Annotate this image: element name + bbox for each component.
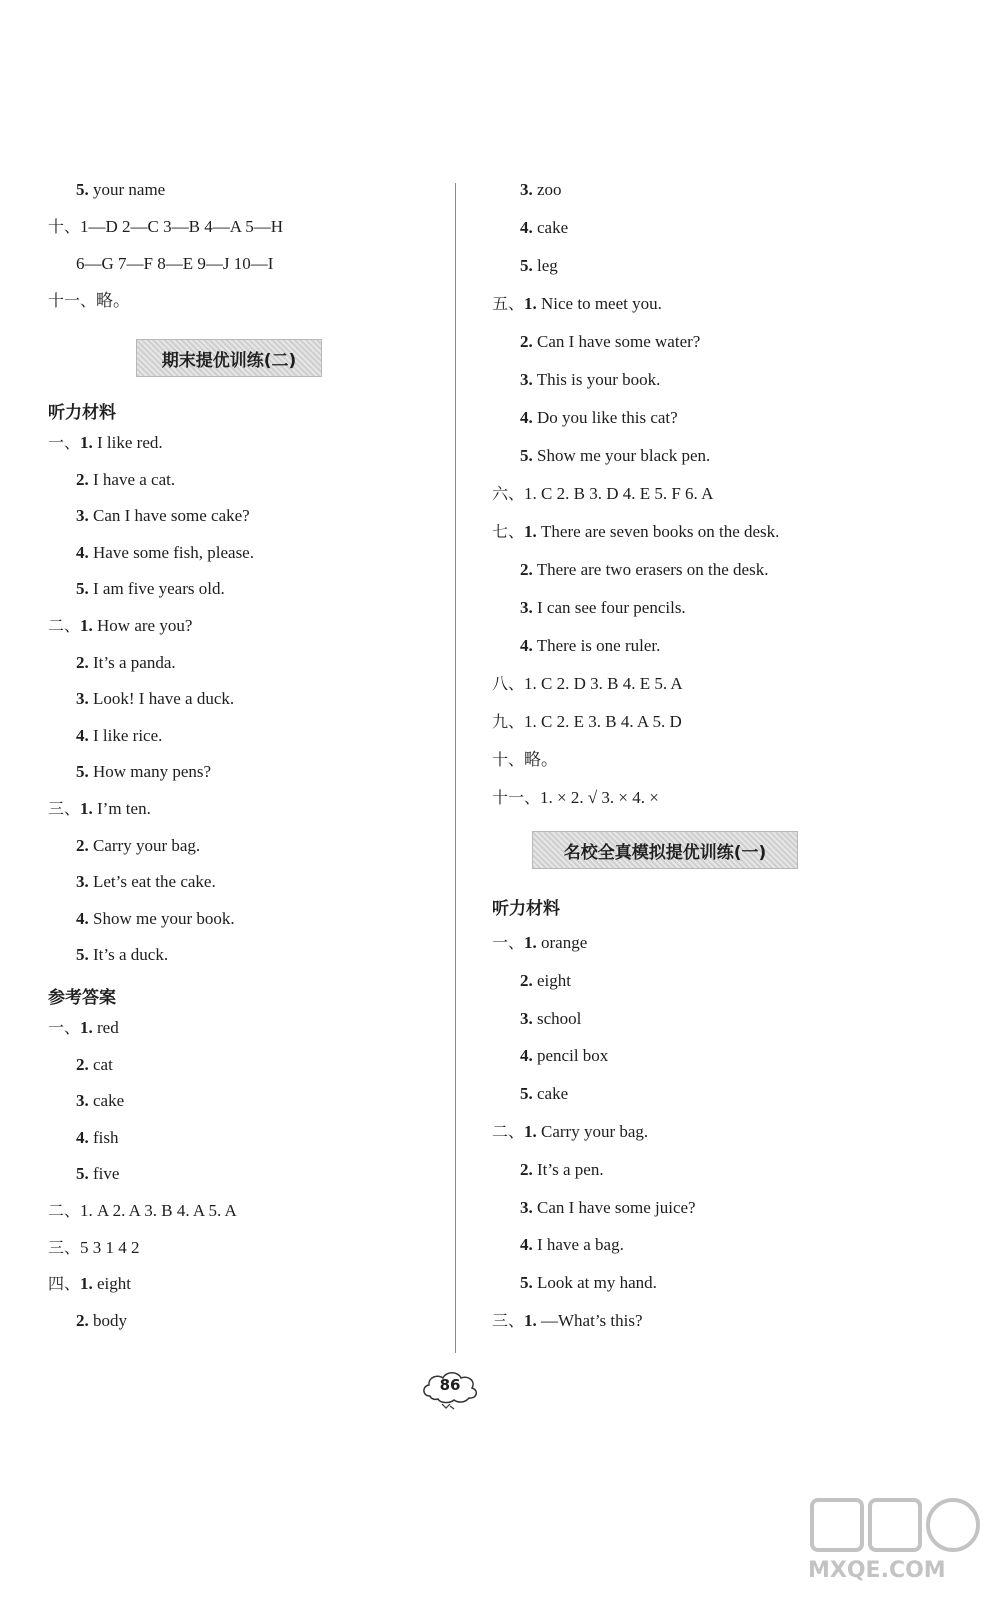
item-number: 5. (520, 1273, 533, 1293)
item-text: 6—G 7—F 8—E 9—J 10—I (76, 254, 274, 273)
item-number: 4. (76, 1127, 89, 1147)
section-marker: 八、 (492, 674, 525, 693)
answer-line (492, 1159, 604, 1181)
page-number: 86 (439, 1376, 461, 1394)
item-text: I have a cat. (88, 469, 176, 489)
item-text: Show me your black pen. (532, 446, 711, 465)
item-number: 1. (80, 1274, 93, 1294)
item-number: 2. (76, 469, 89, 489)
answer-line (48, 944, 168, 966)
section-marker: 一、 (48, 1018, 81, 1037)
item-number: 4. (520, 408, 533, 427)
item-text: 1. × 2. √ 3. × 4. × (540, 788, 659, 807)
item-number: 5. (76, 945, 89, 965)
item-text: Can I have some water? (532, 332, 701, 351)
answer-line (48, 432, 163, 454)
item-number: 4. (76, 908, 89, 928)
item-number: 2. (520, 560, 533, 579)
item-number: 2. (520, 332, 533, 351)
section-marker: 五、 (492, 294, 525, 313)
item-number: 1. (80, 616, 93, 635)
item-number: 3. (76, 689, 89, 709)
answer-line (492, 369, 660, 391)
section-heading: 听力材料 (48, 403, 116, 423)
answer-line (48, 290, 130, 312)
item-text: Show me your book. (88, 908, 235, 928)
item-text: There are two erasers on the desk. (532, 560, 769, 579)
item-text: orange (536, 933, 588, 952)
answer-line (492, 1272, 657, 1294)
item-number: 4. (76, 725, 89, 745)
item-number: 1. (80, 799, 93, 818)
answer-line (492, 597, 686, 619)
item-text: body (88, 1310, 127, 1330)
item-number: 1. (524, 1311, 537, 1330)
answer-line (492, 635, 660, 657)
item-number: 2. (520, 970, 533, 990)
answer-line (48, 1054, 113, 1076)
answer-line (492, 559, 768, 581)
item-number: 3. (76, 1091, 89, 1111)
answer-line (48, 216, 283, 238)
section-marker: 二、 (492, 1122, 525, 1141)
section-marker: 二、 (48, 616, 81, 635)
item-text: I can see four pencils. (532, 598, 686, 617)
item-number: 5. (76, 762, 89, 782)
section-heading: 听力材料 (492, 899, 560, 919)
item-text: 1. C 2. D 3. B 4. E 5. A (524, 674, 683, 693)
answer-line (492, 445, 710, 467)
item-number: 3. (520, 598, 533, 617)
item-text: There is one ruler. (532, 636, 661, 655)
item-text: zoo (532, 180, 562, 199)
item-text: Carry your bag. (88, 835, 201, 855)
answer-line (48, 1200, 237, 1222)
section-marker: 一、 (48, 433, 81, 452)
section-marker: 三、 (48, 799, 81, 818)
item-number: 1. (524, 1122, 537, 1141)
section-marker: 三、 (48, 1237, 81, 1257)
answer-line (492, 1234, 624, 1256)
item-text: 1. C 2. B 3. D 4. E 5. F 6. A (524, 484, 714, 503)
exercise-title-banner: 期末提优训练(二) (136, 339, 322, 377)
answer-line (492, 1045, 608, 1067)
item-number: 5. (76, 1164, 89, 1184)
answer-line (48, 253, 273, 275)
answer-line (492, 1197, 696, 1219)
item-number: 1. (80, 1018, 93, 1037)
item-number: 3. (520, 180, 533, 199)
answer-line (48, 1090, 124, 1112)
item-text: Look! I have a duck. (88, 689, 235, 709)
item-text: fish (88, 1127, 119, 1147)
section-marker: 四、 (48, 1274, 81, 1294)
answer-line (48, 578, 225, 600)
item-text: I’m ten. (92, 799, 151, 818)
item-number: 1. (80, 433, 93, 452)
item-text: This is your book. (532, 370, 661, 389)
item-text: pencil box (532, 1046, 609, 1066)
answer-line (48, 1237, 140, 1259)
item-text: 略。 (524, 750, 559, 769)
item-number: 4. (520, 636, 533, 655)
answer-line (492, 407, 678, 429)
section-marker: 七、 (492, 522, 525, 541)
answer-line (492, 1310, 643, 1332)
answer-line (492, 521, 779, 543)
item-text: Carry your bag. (536, 1122, 649, 1141)
item-number: 2. (76, 1310, 89, 1330)
item-text: leg (532, 256, 558, 275)
page-number-badge (418, 1366, 482, 1410)
item-number: 2. (76, 835, 89, 855)
item-text: Nice to meet you. (536, 294, 662, 313)
watermark-logo-icon (808, 1492, 984, 1558)
answer-line (48, 505, 250, 527)
answer-line (48, 1163, 119, 1185)
item-text: cat (88, 1054, 113, 1074)
section-marker: 十一、 (492, 788, 541, 807)
watermark (808, 1492, 984, 1592)
item-number: 3. (76, 506, 89, 526)
item-number: 2. (520, 1159, 533, 1179)
section-marker: 十、 (492, 750, 525, 769)
item-number: 5. (520, 256, 533, 275)
item-number: 1. (524, 522, 537, 541)
item-text: your name (88, 180, 166, 199)
item-text: 1—D 2—C 3—B 4—A 5—H (80, 217, 284, 236)
answer-line (492, 1008, 581, 1030)
item-number: 3. (520, 1008, 533, 1028)
answer-line (48, 179, 165, 201)
answer-line (48, 798, 151, 820)
answer-line (48, 652, 176, 674)
answer-line (492, 217, 568, 239)
item-text: Look at my hand. (532, 1273, 657, 1293)
answer-line (48, 761, 211, 783)
answer-line (48, 1310, 127, 1332)
section-heading: 参考答案 (48, 988, 116, 1008)
item-text: Have some fish, please. (88, 542, 254, 562)
answer-line (492, 673, 683, 695)
answer-line (48, 469, 175, 491)
watermark-text: MXQE.COM (808, 1558, 946, 1583)
item-text: It’s a duck. (88, 945, 169, 965)
item-text: It’s a pen. (532, 1159, 604, 1179)
item-text: I like red. (92, 433, 163, 452)
answer-line (492, 331, 700, 353)
answer-line (48, 871, 216, 893)
answer-line (48, 835, 200, 857)
item-number: 5. (520, 1084, 533, 1104)
item-number: 2. (76, 1054, 89, 1074)
item-text: Can I have some juice? (532, 1197, 696, 1217)
answer-line (48, 688, 234, 710)
answer-line (492, 711, 682, 733)
exercise-title-banner: 名校全真模拟提优训练(一) (532, 831, 798, 869)
item-text: Can I have some cake? (88, 506, 250, 526)
section-marker: 十、 (48, 217, 81, 236)
answer-line (492, 1083, 568, 1105)
item-number: 4. (520, 1046, 533, 1066)
item-text: It’s a panda. (88, 652, 176, 672)
item-number: 2. (76, 652, 89, 672)
answer-line (48, 1127, 119, 1149)
item-text: How many pens? (88, 762, 212, 782)
item-text: How are you? (92, 616, 193, 635)
item-text: There are seven books on the desk. (536, 522, 780, 541)
item-text: Do you like this cat? (532, 408, 678, 427)
item-number: 1. (524, 294, 537, 313)
answer-line (48, 908, 235, 930)
section-marker: 九、 (492, 712, 525, 731)
item-text: 1. C 2. E 3. B 4. A 5. D (524, 712, 682, 731)
item-text: 5 3 1 4 2 (80, 1237, 140, 1257)
answer-line (492, 293, 662, 315)
answer-line (48, 1273, 131, 1295)
section-marker: 六、 (492, 484, 525, 503)
item-text: red (92, 1018, 119, 1037)
item-text: eight (532, 970, 571, 990)
answer-line (492, 787, 659, 809)
answer-line (48, 725, 162, 747)
item-text: cake (532, 218, 569, 237)
item-number: 5. (76, 180, 89, 199)
answer-line (492, 255, 558, 277)
answer-line (492, 932, 587, 954)
item-number: 3. (520, 1197, 533, 1217)
item-text: I like rice. (88, 725, 163, 745)
item-number: 3. (520, 370, 533, 389)
item-text: I am five years old. (88, 579, 225, 599)
item-text: 1. A 2. A 3. B 4. A 5. A (80, 1201, 237, 1220)
section-marker: 三、 (492, 1311, 525, 1330)
answer-line (492, 749, 558, 771)
item-number: 5. (76, 579, 89, 599)
answer-line (48, 1017, 119, 1039)
item-number: 4. (520, 218, 533, 237)
item-number: 4. (520, 1235, 533, 1255)
answer-line (492, 1121, 648, 1143)
item-number: 3. (76, 872, 89, 892)
column-divider (455, 183, 456, 1353)
item-text: cake (88, 1091, 125, 1111)
item-text: 略。 (96, 291, 131, 310)
item-text: cake (532, 1084, 569, 1104)
item-text: —What’s this? (536, 1311, 643, 1330)
answer-line (492, 483, 713, 505)
item-text: I have a bag. (532, 1235, 624, 1255)
item-text: five (88, 1164, 120, 1184)
answer-line (48, 615, 192, 637)
section-marker: 一、 (492, 933, 525, 952)
item-text: Let’s eat the cake. (88, 872, 216, 892)
answer-line (492, 970, 571, 992)
item-number: 5. (520, 446, 533, 465)
item-number: 1. (524, 933, 537, 952)
section-marker: 十一、 (48, 291, 97, 310)
section-marker: 二、 (48, 1201, 81, 1220)
answer-line (48, 542, 254, 564)
item-text: eight (92, 1274, 132, 1294)
item-text: school (532, 1008, 582, 1028)
item-number: 4. (76, 542, 89, 562)
answer-line (492, 179, 562, 201)
